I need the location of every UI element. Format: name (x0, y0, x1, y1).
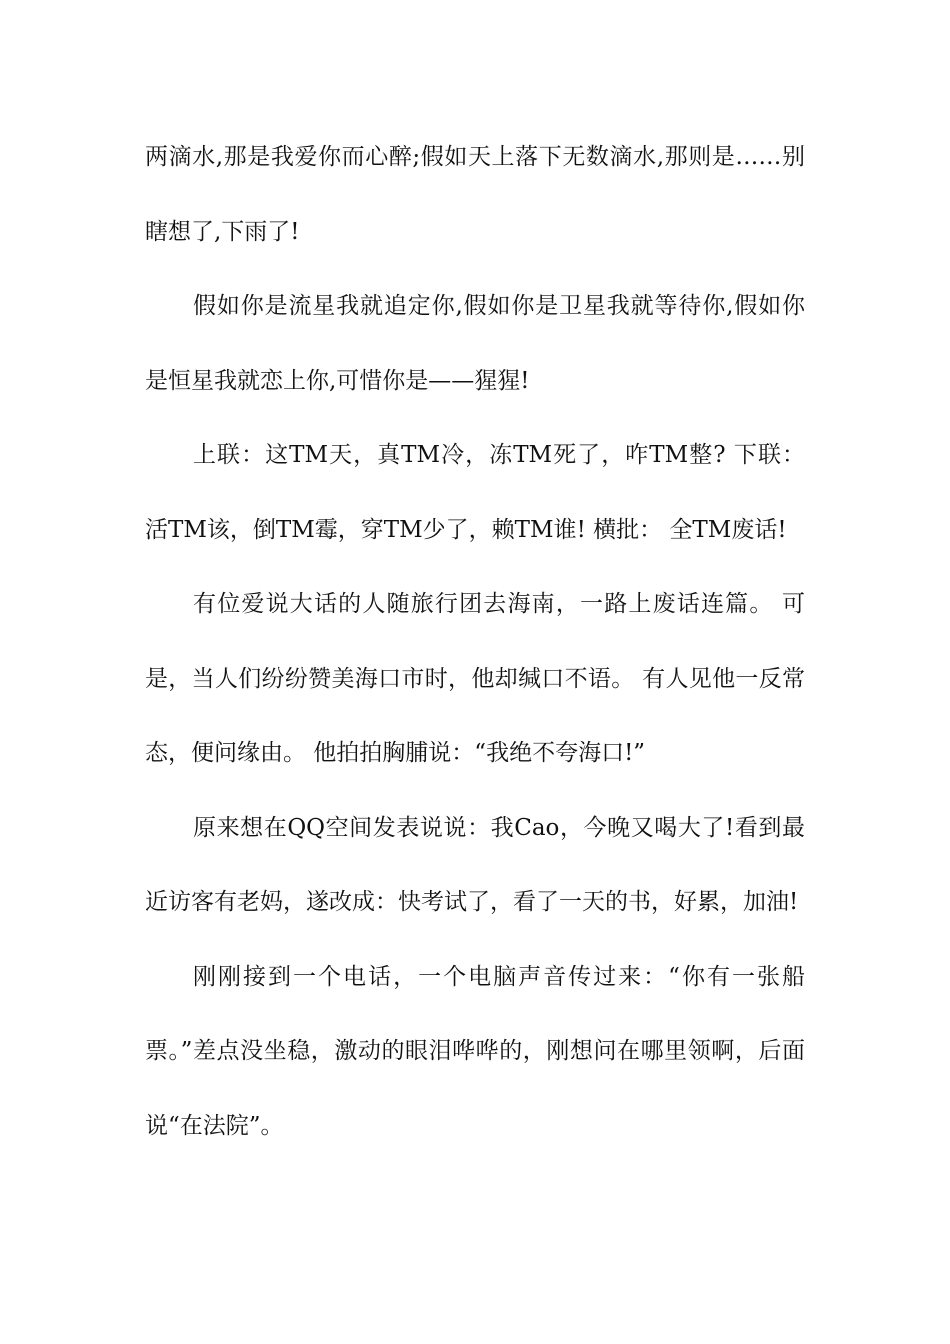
paragraph-3: 上联：这TM天，真TM冷，冻TM死了，咋TM整? 下联：活TM该，倒TM霉，穿TM少了，赖TM谁! 横批： 全TM废话! (145, 442, 805, 543)
paragraph-5: 原来想在QQ空间发表说说：我Cao，今晚又喝大了!看到最近访客有老妈，遂改成：快考试了，看了一天的书，好累，加油! (145, 814, 805, 915)
paragraph-2: 假如你是流星我就追定你,假如你是卫星我就等待你,假如你是恒星我就恋上你,可惜你是——猩猩! (145, 293, 805, 394)
paragraph-4: 有位爱说大话的人随旅行团去海南，一路上废话连篇。 可是，当人们纷纷赞美海口市时，他却缄口不语。 有人见他一反常态，便问缘由。 他拍拍胸脯说：“我绝不夸海口!” (145, 591, 805, 766)
paragraph-6: 刚刚接到一个电话，一个电脑声音传过来：“你有一张船票。”差点没坐稳，激动的眼泪哗哗的，刚想问在哪里领啊，后面说“在法院”。 (145, 963, 805, 1139)
paragraph-1: 两滴水,那是我爱你而心醉;假如天上落下无数滴水,那则是……别瞎想了,下雨了! (145, 144, 805, 245)
document-body (145, 120, 805, 1163)
